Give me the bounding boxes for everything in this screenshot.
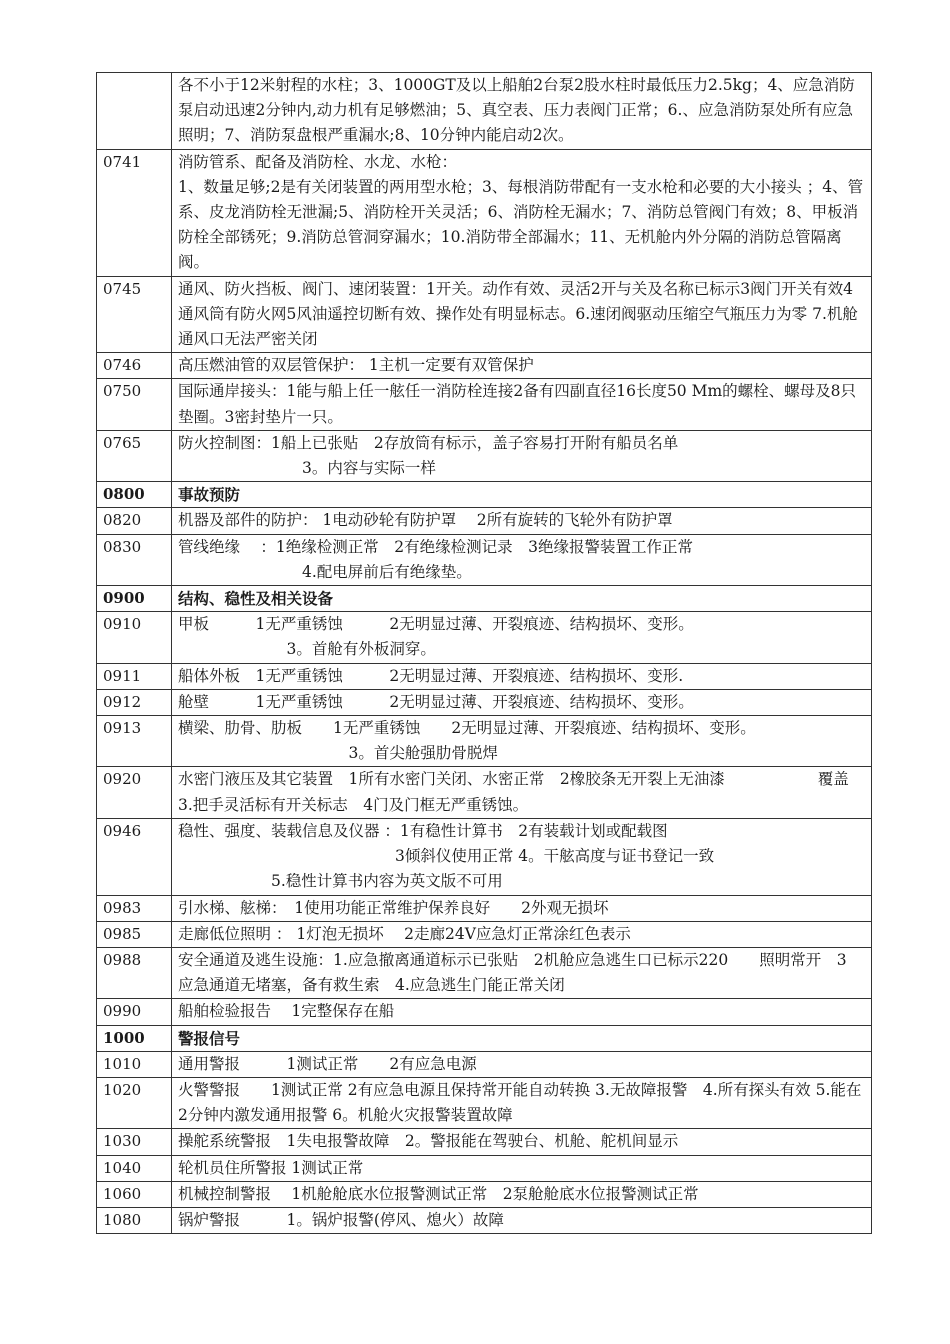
- item-description: 安全通道及逃生设施：1.应急撤离通道标示已张贴 2机舱应急逃生口已标示220 照明常开 3 应急通道无堵塞，备有救生索 4.应急逃生门能正常关闭: [172, 947, 872, 998]
- item-description: 稳性、强度、装载信息及仪器 ：1有稳性计算书 2有装载计划或配载图 3倾斜仪使用正常 4。干舷高度与证书登记一致 5.稳性计算书内容为英文版不可用: [172, 818, 872, 895]
- item-description: 船舶检验报告 1完整保存在船: [172, 999, 872, 1025]
- item-description: 水密门液压及其它装置 1所有水密门关闭、水密正常 2橡胶条无开裂上无油漆 覆盖 3.把手灵活标有开关标志 4门及门框无严重锈蚀。: [172, 767, 872, 818]
- item-code: 0900: [97, 586, 172, 612]
- table-row: [97, 689, 872, 715]
- item-description: 机械控制警报 1机舱舱底水位报警测试正常 2泵舱舱底水位报警测试正常: [172, 1181, 872, 1207]
- table-row: [97, 149, 872, 276]
- item-code: 0741: [97, 149, 172, 276]
- item-code: 1080: [97, 1207, 172, 1233]
- item-description: 锅炉警报 1。锅炉报警(停风、熄火）故障: [172, 1207, 872, 1233]
- table-row: [97, 430, 872, 481]
- table-row: [97, 663, 872, 689]
- item-description: 通风、防火挡板、阀门、速闭装置：1开关。动作有效、灵活2开与关及名称已标示3阀门开关有效4通风筒有防火网5风油遥控切断有效、操作处有明显标志。6.速闭阀驱动压缩空气瓶压力为零 7.机舱通风口无法严密关闭: [172, 276, 872, 353]
- table-row: [97, 1181, 872, 1207]
- item-description: 机器及部件的防护： 1电动砂轮有防护罩 2所有旋转的飞轮外有防护罩: [172, 508, 872, 534]
- item-code: 0765: [97, 430, 172, 481]
- item-code: 1020: [97, 1077, 172, 1128]
- item-description: 国际通岸接头：1能与船上任一舷任一消防栓连接2备有四副直径16长度50 Mm的螺栓、螺母及8只垫圈。3密封垫片一只。: [172, 379, 872, 430]
- item-description: 横梁、肋骨、肋板 1无严重锈蚀 2无明显过薄、开裂痕迹、结构损坏、变形。 3。首尖舱强肋骨脱焊: [172, 716, 872, 767]
- item-code: 1030: [97, 1129, 172, 1155]
- table-row: [97, 716, 872, 767]
- item-description: 甲板 1无严重锈蚀 2无明显过薄、开裂痕迹、结构损坏、变形。 3。首舱有外板洞穿。: [172, 612, 872, 663]
- table-row: [97, 73, 872, 150]
- item-code: 1040: [97, 1155, 172, 1181]
- item-code: 1000: [97, 1025, 172, 1051]
- item-code: 0946: [97, 818, 172, 895]
- table-row: [97, 767, 872, 818]
- item-description: 各不小于12米射程的水柱；3、1000GT及以上船舶2台泵2股水柱时最低压力2.5kg；4、应急消防泵启动迅速2分钟内,动力机有足够燃油；5、真空表、压力表阀门正常；6.、应急消防泵处所有应急照明；7、消防泵盘根严重漏水;8、10分钟内能启动2次。: [172, 73, 872, 150]
- item-code: 0820: [97, 508, 172, 534]
- table-row: [97, 1207, 872, 1233]
- item-code: 0800: [97, 482, 172, 508]
- table-row: [97, 612, 872, 663]
- table-row: [97, 534, 872, 585]
- item-code: 0911: [97, 663, 172, 689]
- table-row: [97, 895, 872, 921]
- item-code: 0830: [97, 534, 172, 585]
- table-row: [97, 1155, 872, 1181]
- section-title: 结构、稳性及相关设备: [172, 586, 872, 612]
- item-code: 0985: [97, 921, 172, 947]
- section-header-row: [97, 1025, 872, 1051]
- item-description: 引水梯、舷梯： 1使用功能正常维护保养良好 2外观无损坏: [172, 895, 872, 921]
- item-code: 0750: [97, 379, 172, 430]
- item-code: 0912: [97, 689, 172, 715]
- inspection-checklist-table: [96, 72, 872, 1234]
- item-code: 0910: [97, 612, 172, 663]
- item-description: 舱壁 1无严重锈蚀 2无明显过薄、开裂痕迹、结构损坏、变形。: [172, 689, 872, 715]
- item-description: 走廊低位照明 ： 1灯泡无损坏 2走廊24V应急灯正常涂红色表示: [172, 921, 872, 947]
- table-row: [97, 1077, 872, 1128]
- item-description: 消防管系、配备及消防栓、水龙、水枪： 1、数量足够;2是有关闭装置的两用型水枪；3、每根消防带配有一支水枪和必要的大小接头 ；4、管系、皮龙消防栓无泄漏;5、消防栓开关灵活；6、消防栓无漏水；7、消防总管阀门有效；8、甲板消防栓全部锈死；9.消防总管洞穿漏水；10.消防带全部漏水；11、无机舱内外分隔的消防总管隔离阀。: [172, 149, 872, 276]
- item-code: 0920: [97, 767, 172, 818]
- checklist-rows: [97, 73, 872, 1234]
- item-description: 火警警报 1测试正常 2有应急电源且保持常开能自动转换 3.无故障报警 4.所有探头有效 5.能在2分钟内激发通用报警 6。机舱火灾报警装置故障: [172, 1077, 872, 1128]
- table-row: [97, 999, 872, 1025]
- table-row: [97, 921, 872, 947]
- item-description: 防火控制图：1船上已张贴 2存放筒有标示，盖子容易打开附有船员名单 3。内容与实际一样: [172, 430, 872, 481]
- section-header-row: [97, 586, 872, 612]
- table-row: [97, 276, 872, 353]
- item-code: 0983: [97, 895, 172, 921]
- item-code: 0913: [97, 716, 172, 767]
- item-description: 轮机员住所警报 1测试正常: [172, 1155, 872, 1181]
- table-row: [97, 1129, 872, 1155]
- table-row: [97, 818, 872, 895]
- table-row: [97, 379, 872, 430]
- item-code: 0745: [97, 276, 172, 353]
- item-code: 0990: [97, 999, 172, 1025]
- table-row: [97, 353, 872, 379]
- table-row: [97, 1051, 872, 1077]
- section-header-row: [97, 482, 872, 508]
- item-description: 管线绝缘 ：1绝缘检测正常 2有绝缘检测记录 3绝缘报警装置工作正常 4.配电屏前后有绝缘垫。: [172, 534, 872, 585]
- item-code: [97, 73, 172, 150]
- item-code: 1060: [97, 1181, 172, 1207]
- item-code: 0988: [97, 947, 172, 998]
- table-row: [97, 947, 872, 998]
- table-row: [97, 508, 872, 534]
- item-code: 1010: [97, 1051, 172, 1077]
- item-description: 高压燃油管的双层管保护： 1主机一定要有双管保护: [172, 353, 872, 379]
- section-title: 警报信号: [172, 1025, 872, 1051]
- item-description: 操舵系统警报 1失电报警故障 2。警报能在驾驶台、机舱、舵机间显示: [172, 1129, 872, 1155]
- item-code: 0746: [97, 353, 172, 379]
- section-title: 事故预防: [172, 482, 872, 508]
- item-description: 通用警报 1测试正常 2有应急电源: [172, 1051, 872, 1077]
- item-description: 船体外板 1无严重锈蚀 2无明显过薄、开裂痕迹、结构损坏、变形.: [172, 663, 872, 689]
